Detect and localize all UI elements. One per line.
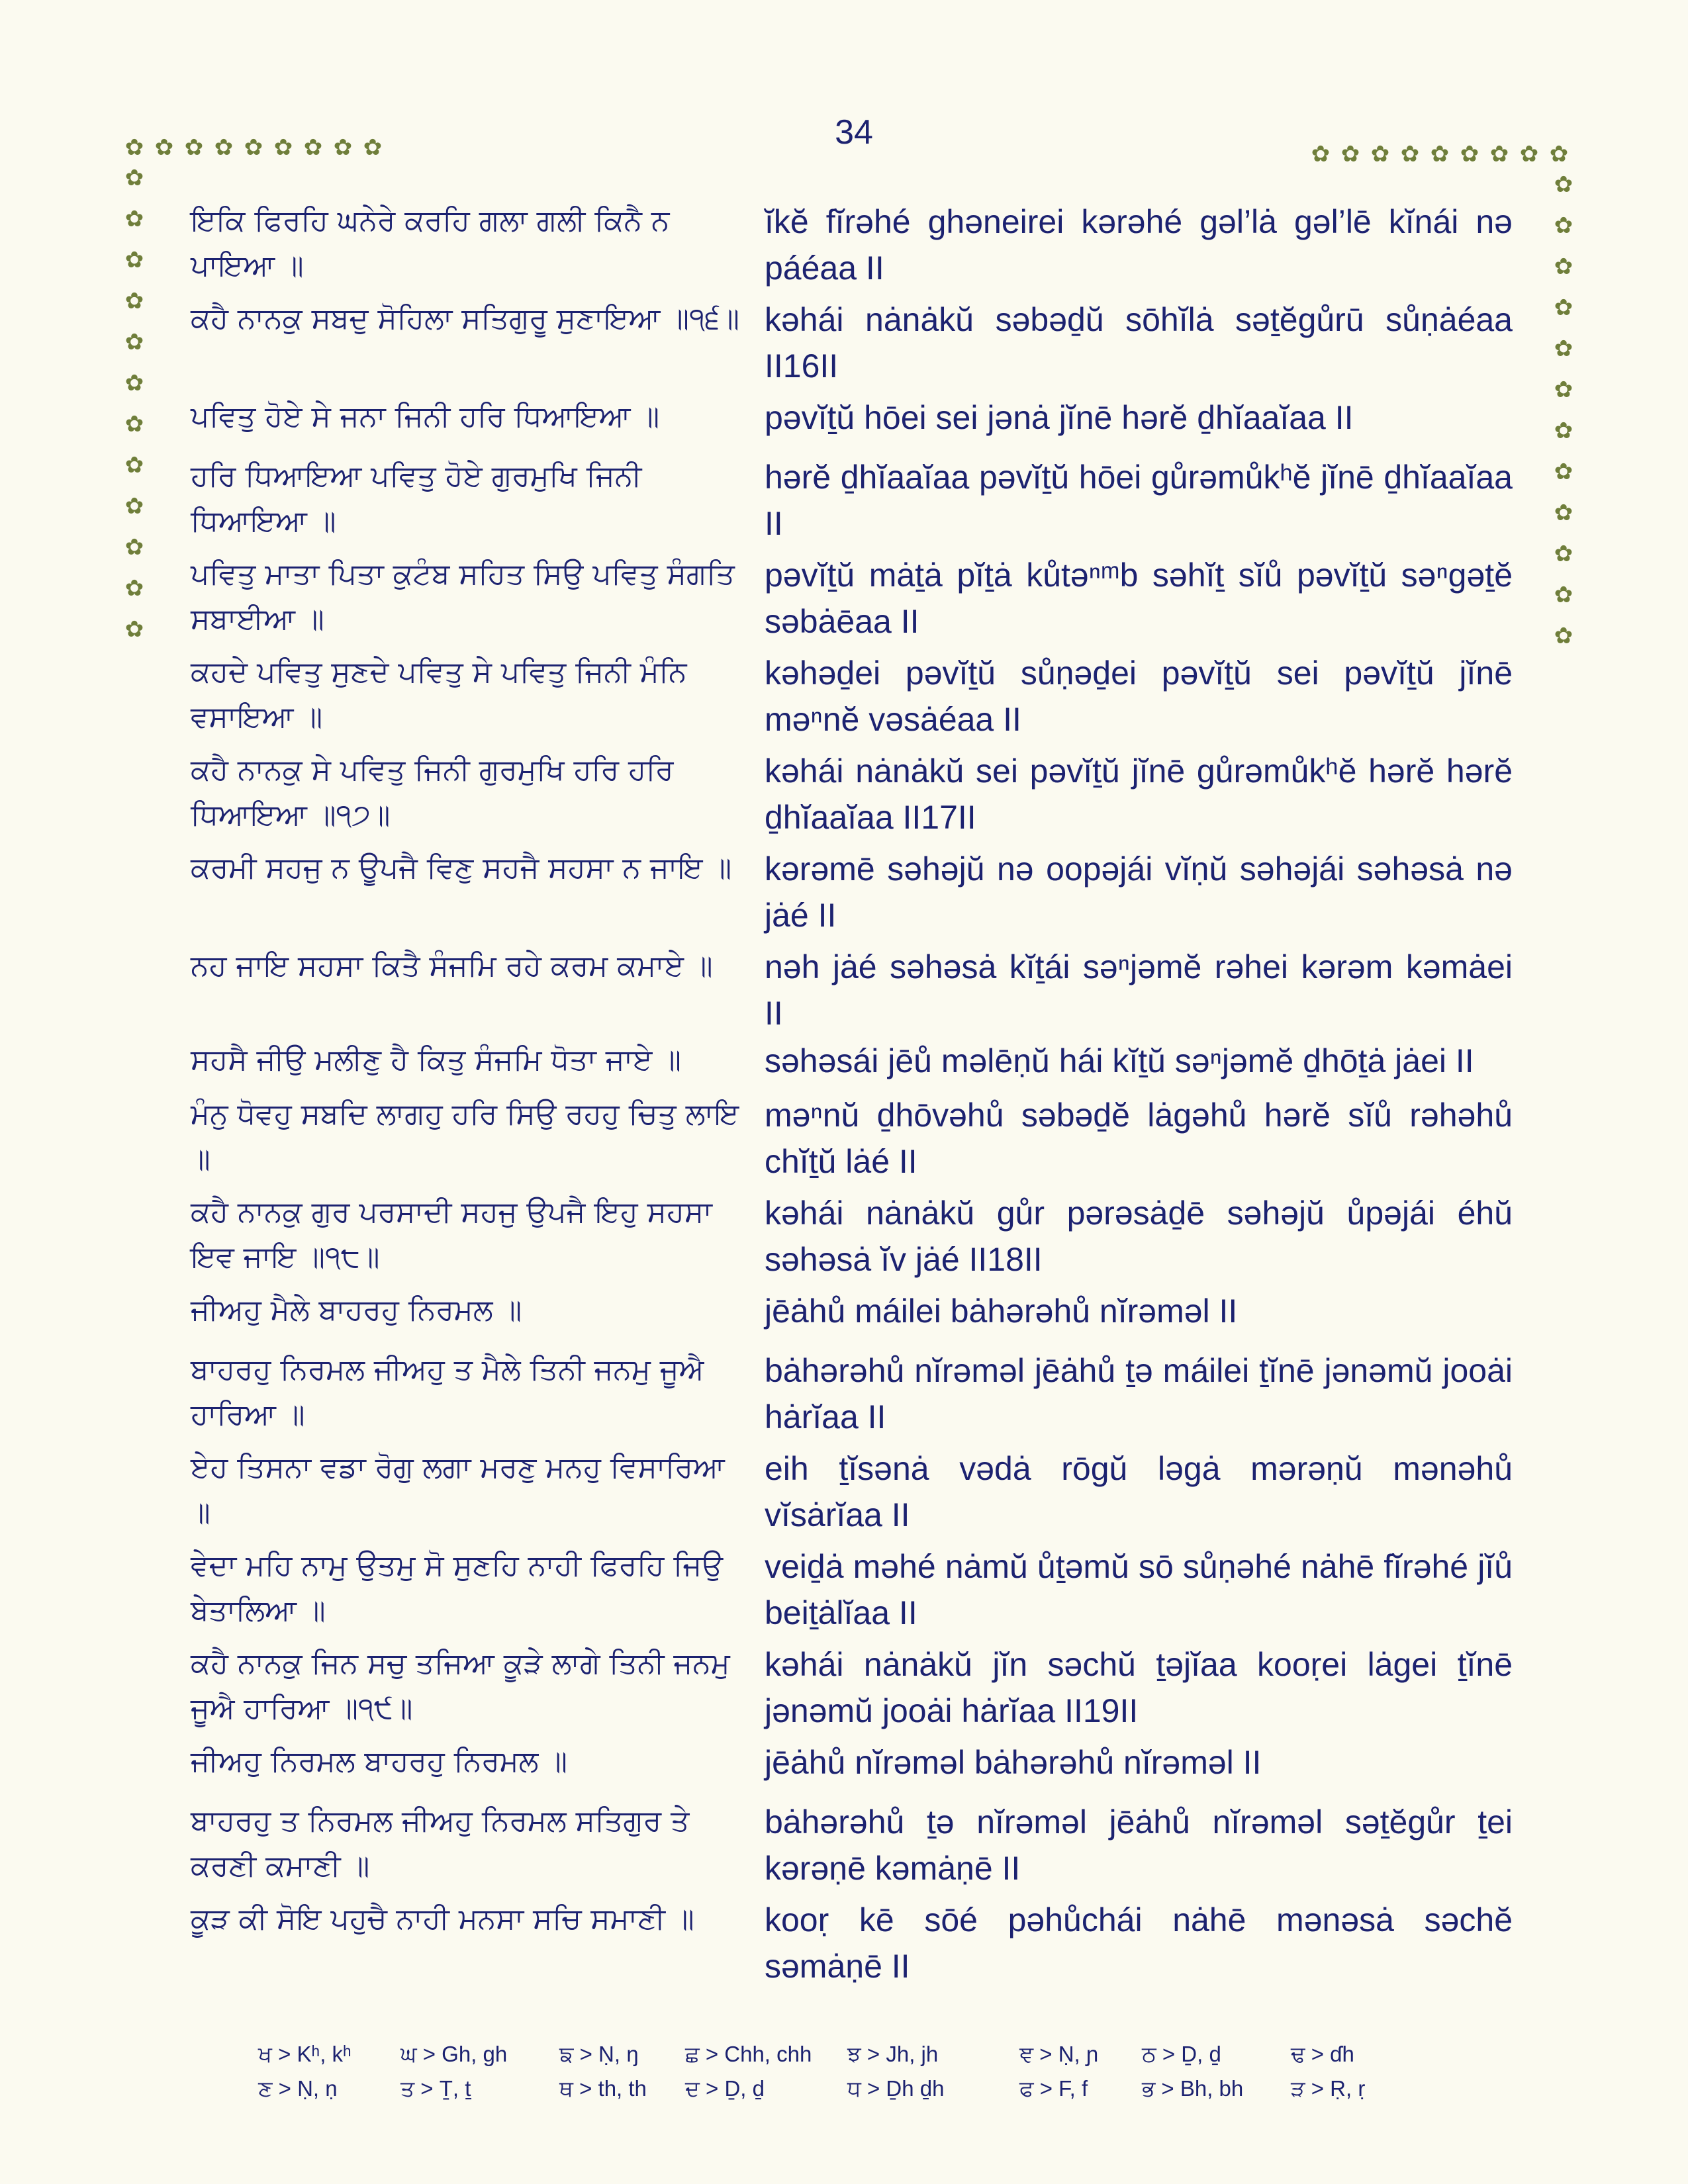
legend-item: ਙ > Ṇ, ŋ xyxy=(559,2042,639,2066)
gurmukhi-line: ਪਵਿਤੁ ਹੋਏ ਸੇ ਜਨਾ ਜਿਨੀ ਹਰਿ ਧਿਆਇਆ ॥ xyxy=(191,400,660,433)
transliteration-line: nəh jȧé səhəsȧ kĭṯái səⁿjəmĕ rəhei kərəm kəmȧei II xyxy=(765,948,1513,1032)
flower-ornament-icon: ✿ xyxy=(1554,623,1573,649)
flower-ornament-icon: ✿ xyxy=(124,134,144,161)
flower-ornament-icon: ✿ xyxy=(124,165,144,191)
transliteration-line: kəhái nȧnȧkŭ səbəḏŭ sōhĭlȧ səṯĕgůrū sůṇȧéaa II16II xyxy=(765,301,1513,385)
gurmukhi-line: ਸਹਸੈ ਜੀਉ ਮਲੀਣੁ ਹੈ ਕਿਤੁ ਸੰਜਮਿ ਧੋਤਾ ਜਾਏ ॥ xyxy=(191,1043,682,1077)
gurmukhi-line: ਕਹਦੇ ਪਵਿਤੁ ਸੁਣਦੇ ਪਵਿਤੁ ਸੇ ਪਵਿਤੁ ਜਿਨੀ ਮੰਨਿ ਵਸਾਇਆ ॥ xyxy=(191,655,687,734)
transliteration-line: jēȧhů máilei bȧhərəhů nĭrəməl II xyxy=(765,1293,1238,1330)
transliteration-line: kəhái nȧnȧkŭ sei pəvĭṯŭ jĭnē gůrəmůkʰĕ hərĕ hərĕ ḏhĭaaĭaa II17II xyxy=(765,752,1513,836)
legend-item: ਠ > Ḏ, ḏ xyxy=(1142,2042,1221,2066)
flower-ornament-icon: ✿ xyxy=(124,329,144,355)
gurmukhi-line: ਬਾਹਰਹੁ ਨਿਰਮਲ ਜੀਅਹੁ ਤ ਮੈਲੇ ਤਿਨੀ ਜਨਮੁ ਜੂਐ ਹਾਰਿਆ ॥ xyxy=(191,1353,704,1432)
flower-ornament-icon: ✿ xyxy=(124,616,144,643)
transliteration-line: bȧhərəhů ṯə nĭrəməl jēȧhů nĭrəməl səṯĕgůr ṯei kərəṇē kəmȧṇē II xyxy=(765,1803,1513,1887)
legend-item: ਫ > F, f xyxy=(1019,2076,1088,2101)
flower-ornament-icon: ✿ xyxy=(1519,141,1539,167)
gurmukhi-line: ਪਵਿਤੁ ਮਾਤਾ ਪਿਤਾ ਕੁਟੰਬ ਸਹਿਤ ਸਿਉ ਪਵਿਤੁ ਸੰਗਤਿ ਸਬਾਈਆ ॥ xyxy=(191,557,735,636)
flower-ornament-icon: ✿ xyxy=(124,493,144,520)
transliteration-line: səhəsái jēů məlēṇŭ hái kĭṯŭ səⁿjəmĕ ḏhōṯȧ jȧei II xyxy=(765,1042,1474,1079)
transliteration-line: pəvĭṯŭ mȧṯȧ pĭṯȧ kůtəⁿᵐb səhĭṯ sĭů pəvĭṯŭ səⁿgəṯĕ səbȧēaa II xyxy=(765,557,1513,640)
legend-item: ਞ > Ṇ, ɲ xyxy=(1019,2042,1099,2066)
gurmukhi-line: ਕਰਮੀ ਸਹਜੁ ਨ ਊਪਜੈ ਵਿਣੁ ਸਹਜੈ ਸਹਸਾ ਨ ਜਾਇ ॥ xyxy=(191,851,732,885)
flower-ornament-icon: ✿ xyxy=(1554,418,1573,444)
transliteration-line: kəhəḏei pəvĭṯŭ sůṇəḏei pəvĭṯŭ sei pəvĭṯŭ jĭnē məⁿnĕ vəsȧéaa II xyxy=(765,655,1513,738)
flower-ornament-icon: ✿ xyxy=(124,370,144,396)
flower-ornament-icon: ✿ xyxy=(1370,141,1390,167)
flower-ornament-icon: ✿ xyxy=(1554,212,1573,239)
gurmukhi-line: ਇਕਿ ਫਿਰਹਿ ਘਨੇਰੇ ਕਰਹਿ ਗਲਾ ਗਲੀ ਕਿਨੈ ਨ ਪਾਇਆ ॥ xyxy=(191,204,670,283)
flower-ornament-icon: ✿ xyxy=(154,134,174,161)
flower-ornament-icon: ✿ xyxy=(124,411,144,437)
flower-ornament-icon: ✿ xyxy=(1400,141,1420,167)
transliteration-line: ĭkĕ fĭrəhé ghəneirei kərəhé gəl’lȧ gəl’lē kĭnái nə páéaa II xyxy=(765,203,1513,287)
flower-ornament-icon: ✿ xyxy=(1311,141,1331,167)
legend-item: ਖ > Kʰ, kʰ xyxy=(258,2042,352,2066)
gurmukhi-line: ਕਹੈ ਨਾਨਕੁ ਸੇ ਪਵਿਤੁ ਜਿਨੀ ਗੁਰਮੁਖਿ ਹਰਿ ਹਰਿ ਧਿਆਇਆ ॥੧੭॥ xyxy=(191,753,674,832)
legend-item: ਝ > Jh, jh xyxy=(847,2042,939,2066)
flower-ornament-icon: ✿ xyxy=(124,534,144,561)
flower-ornament-icon: ✿ xyxy=(333,134,353,161)
transliteration-line: kəhái nȧnȧkŭ gůr pərəsȧḏē səhəjŭ ůpəjái éhŭ səhəsȧ ĭv jȧé II18II xyxy=(765,1195,1513,1278)
flower-ornament-icon: ✿ xyxy=(1554,171,1573,198)
gurmukhi-line: ਕਹੈ ਨਾਨਕੁ ਸਬਦੁ ਸੋਹਿਲਾ ਸਤਿਗੁਰੂ ਸੁਣਾਇਆ ॥੧੬॥ xyxy=(191,302,740,336)
flower-ornament-icon: ✿ xyxy=(124,247,144,273)
transliteration-line: kəhái nȧnȧkŭ jĭn səchŭ ṯəjĭaa kooṛei lȧgei ṯĭnē jənəmŭ jooȧi hȧrĭaa II19II xyxy=(765,1646,1513,1729)
gurmukhi-line: ਬਾਹਰਹੁ ਤ ਨਿਰਮਲ ਜੀਅਹੁ ਨਿਰਮਲ ਸਤਿਗੁਰ ਤੇ ਕਰਣੀ ਕਮਾਣੀ ॥ xyxy=(191,1804,690,1883)
legend-item: ਭ > Bh, bh xyxy=(1142,2076,1244,2101)
flower-ornament-icon: ✿ xyxy=(303,134,323,161)
gurmukhi-line: ਜੀਅਹੁ ਮੈਲੇ ਬਾਹਰਹੁ ਨਿਰਮਲ ॥ xyxy=(191,1293,522,1327)
legend-item: ੜ > Ṛ, ṛ xyxy=(1291,2076,1366,2101)
flower-ornament-icon: ✿ xyxy=(1489,141,1509,167)
gurmukhi-line: ਹਰਿ ਧਿਆਇਆ ਪਵਿਤੁ ਹੋਏ ਗੁਰਮੁਖਿ ਜਿਨੀ ਧਿਆਇਆ ॥ xyxy=(191,459,642,538)
flower-ornament-icon: ✿ xyxy=(124,575,144,602)
legend-item: ਣ > Ṇ, ṇ xyxy=(258,2076,338,2101)
gurmukhi-line: ਕਹੈ ਨਾਨਕੁ ਗੁਰ ਪਰਸਾਦੀ ਸਹਜੁ ਉਪਜੈ ਇਹੁ ਸਹਸਾ ਇਵ ਜਾਇ ॥੧੮॥ xyxy=(191,1195,712,1274)
flower-ornament-icon: ✿ xyxy=(1554,459,1573,485)
flower-ornament-icon: ✿ xyxy=(1554,500,1573,526)
transliteration-line: pəvĭṯŭ hōei sei jənȧ jĭnē hərĕ ḏhĭaaĭaa II xyxy=(765,399,1354,436)
gurmukhi-line: ਏਹ ਤਿਸਨਾ ਵਡਾ ਰੋਗੁ ਲਗਾ ਮਰਣੁ ਮਨਹੁ ਵਿਸਾਰਿਆ ॥ xyxy=(191,1451,725,1529)
legend-item: ਦ > Ḏ, ḏ xyxy=(685,2076,765,2101)
transliteration-line: bȧhərəhů nĭrəməl jēȧhů ṯə máilei ṯĭnē jənəmŭ jooȧi hȧrĭaa II xyxy=(765,1352,1513,1435)
flower-ornament-icon: ✿ xyxy=(273,134,293,161)
flower-ornament-icon: ✿ xyxy=(1554,295,1573,321)
flower-ornament-icon: ✿ xyxy=(214,134,234,161)
flower-ornament-icon: ✿ xyxy=(184,134,204,161)
flower-ornament-icon: ✿ xyxy=(1460,141,1479,167)
legend-item: ਤ > Ṯ, ṯ xyxy=(400,2076,471,2101)
legend-item: ਘ > Gh, gh xyxy=(400,2042,508,2066)
flower-ornament-icon: ✿ xyxy=(1554,377,1573,403)
flower-ornament-icon: ✿ xyxy=(1554,336,1573,362)
flower-ornament-icon: ✿ xyxy=(124,452,144,478)
transliteration-line: veiḏȧ məhé nȧmŭ ůṯəmŭ sō sůṇəhé nȧhē fĭrəhé jĭů beiṯȧlĭaa II xyxy=(765,1548,1513,1631)
flower-ornament-icon: ✿ xyxy=(363,134,383,161)
legend-item: ਢ > ɗh xyxy=(1291,2042,1354,2066)
flower-ornament-icon: ✿ xyxy=(124,288,144,314)
transliteration-line: jēȧhů nĭrəməl bȧhərəhů nĭrəməl II xyxy=(765,1744,1262,1781)
flower-ornament-icon: ✿ xyxy=(1554,253,1573,280)
flower-ornament-icon: ✿ xyxy=(1554,541,1573,567)
transliteration-line: eih ṯĭsənȧ vədȧ rōgŭ ləgȧ mərəṇŭ mənəhů vĭsȧrĭaa II xyxy=(765,1450,1513,1533)
gurmukhi-line: ਨਹ ਜਾਇ ਸਹਸਾ ਕਿਤੈ ਸੰਜਮਿ ਰਹੇ ਕਰਮ ਕਮਾਏ ॥ xyxy=(191,949,713,983)
legend-item: ਧ > Ḏh ḏh xyxy=(847,2076,945,2101)
page-number: 34 xyxy=(835,113,873,152)
gurmukhi-line: ਵੇਦਾ ਮਹਿ ਨਾਮੁ ਉਤਮੁ ਸੋ ਸੁਣਹਿ ਨਾਹੀ ਫਿਰਹਿ ਜਿਉ ਬੇਤਾਲਿਆ ॥ xyxy=(191,1549,724,1627)
transliteration-line: kərəmē səhəjŭ nə oopəjái vĭṇŭ səhəjái səhəsȧ nə jȧé II xyxy=(765,850,1513,934)
flower-ornament-icon: ✿ xyxy=(1554,582,1573,608)
transliteration-line: hərĕ ḏhĭaaĭaa pəvĭṯŭ hōei gůrəmůkʰĕ jĭnē ḏhĭaaĭaa II xyxy=(765,459,1513,542)
transliteration-line: məⁿnŭ ḏhōvəhů səbəḏĕ lȧgəhů hərĕ sĭů rəhəhů chĭṯŭ lȧé II xyxy=(765,1097,1513,1180)
gurmukhi-line: ਕਹੈ ਨਾਨਕੁ ਜਿਨ ਸਚੁ ਤਜਿਆ ਕੂੜੇ ਲਾਗੇ ਤਿਨੀ ਜਨਮੁ ਜੂਐ ਹਾਰਿਆ ॥੧੯॥ xyxy=(191,1647,730,1725)
gurmukhi-line: ਕੂੜ ਕੀ ਸੋਇ ਪਹੁਚੈ ਨਾਹੀ ਮਨਸਾ ਸਚਿ ਸਮਾਣੀ ॥ xyxy=(191,1902,694,1936)
gurmukhi-line: ਜੀਅਹੁ ਨਿਰਮਲ ਬਾਹਰਹੁ ਨਿਰਮਲ ॥ xyxy=(191,1745,568,1778)
legend-item: ਥ > th, th xyxy=(559,2076,647,2101)
gurmukhi-line: ਮੰਨੁ ਧੋਵਹੁ ਸਬਦਿ ਲਾਗਹੁ ਹਰਿ ਸਿਉ ਰਹਹੁ ਚਿਤੁ ਲਾਇ ॥ xyxy=(191,1097,739,1176)
flower-ornament-icon: ✿ xyxy=(1430,141,1450,167)
legend-row xyxy=(258,2076,1450,2108)
legend-row xyxy=(258,2042,1450,2073)
flower-ornament-icon: ✿ xyxy=(244,134,263,161)
flower-ornament-icon: ✿ xyxy=(1549,141,1569,167)
legend-item: ਛ > Chh, chh xyxy=(685,2042,812,2066)
flower-ornament-icon: ✿ xyxy=(1340,141,1360,167)
transliteration-line: kooṛ kē sōé pəhůchái nȧhē mənəsȧ səchĕ səmȧṇē II xyxy=(765,1901,1513,1985)
flower-ornament-icon: ✿ xyxy=(124,206,144,232)
